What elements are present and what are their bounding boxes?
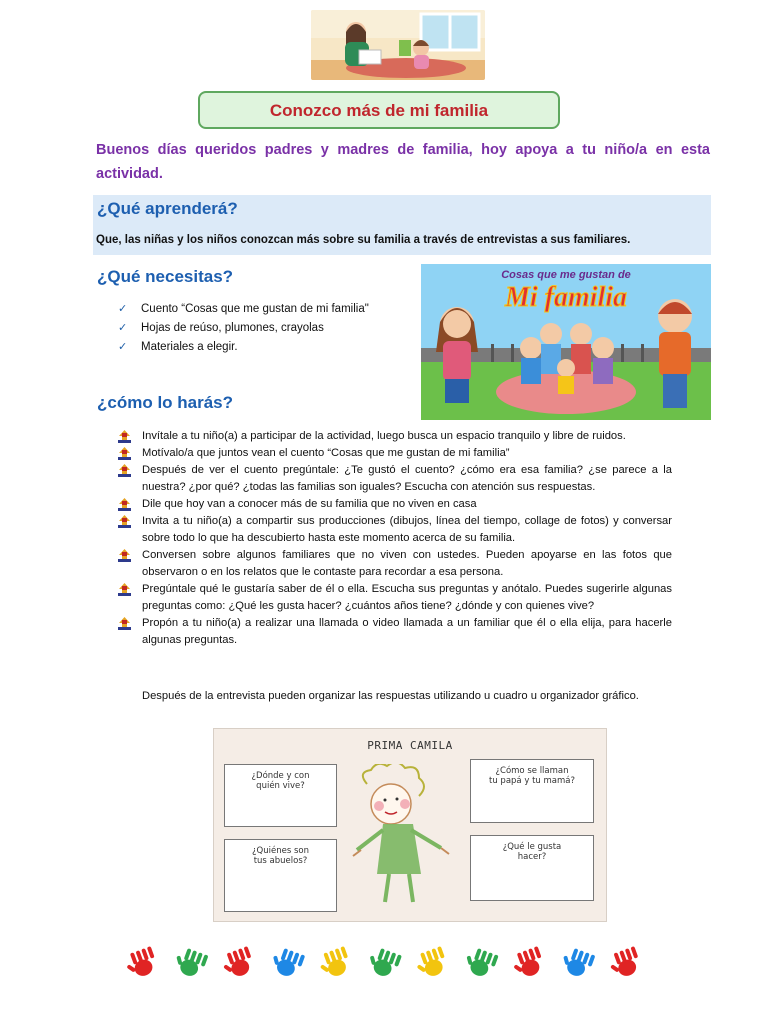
handprint-icon xyxy=(171,945,208,980)
hero-illustration xyxy=(311,10,485,80)
graphic-organizer-image xyxy=(213,728,607,922)
handprint-icon xyxy=(122,946,159,980)
list-item: Conversen sobre algunos familiares que no viven con ustedes. Pueden apoyarse en las fotos que observaron o en los relatos que le contaste para recordar a esa persona. xyxy=(118,547,672,581)
organizer-box-likes: ¿Qué le gusta hacer? xyxy=(470,835,594,901)
handprint-icon xyxy=(509,946,546,980)
list-item: ✓ Hojas de reúso, plumones, crayolas xyxy=(118,319,369,338)
how-heading: ¿cómo lo harás? xyxy=(97,393,234,412)
arrow-bullet-icon xyxy=(118,430,131,443)
organizer-box-where: ¿Dónde y con quién vive? xyxy=(224,764,337,827)
list-item: ✓ Cuento “Cosas que me gustan de mi familia" xyxy=(118,300,369,319)
check-icon: ✓ xyxy=(118,322,128,334)
handprint-icon xyxy=(462,945,499,980)
arrow-bullet-icon xyxy=(118,515,131,528)
learn-heading: ¿Qué aprenderá? xyxy=(97,199,238,218)
handprint-icon xyxy=(558,945,595,980)
arrow-bullet-icon xyxy=(118,549,131,562)
intro-paragraph: Buenos días queridos padres y madres de familia, hoy apoya a tu niño/a en esta actividad. xyxy=(96,142,710,182)
list-item: Motívalo/a que juntos vean el cuento “Cosas que me gustan de mi familia” xyxy=(118,445,672,462)
arrow-bullet-icon xyxy=(118,617,131,630)
arrow-bullet-icon xyxy=(118,464,131,477)
story-cover-image xyxy=(421,264,711,420)
handprint-icon xyxy=(316,946,353,980)
handprint-icon xyxy=(365,945,402,980)
handprint-icon xyxy=(606,946,643,980)
title-box xyxy=(198,91,560,129)
arrow-bullet-icon xyxy=(118,583,131,596)
handprint-icon xyxy=(219,946,256,980)
need-heading: ¿Qué necesitas? xyxy=(97,267,234,286)
child-drawing xyxy=(349,764,469,914)
handprint-icon xyxy=(413,946,450,980)
cover-title-top: Cosas que me gustan de xyxy=(501,269,631,281)
learn-text: Que, las niñas y los niños conozcan más sobre su familia a través de entrevistas a sus familiares. xyxy=(96,234,631,246)
check-icon: ✓ xyxy=(118,341,128,353)
list-item: Invítale a tu niño(a) a participar de la actividad, luego busca un espacio tranquilo y libre de ruidos. xyxy=(118,428,672,445)
steps-list xyxy=(118,428,672,649)
organizer-title: PRIMA CAMILA xyxy=(367,739,453,752)
needs-list xyxy=(118,300,369,357)
list-item: Propón a tu niño(a) a realizar una llamada o video llamada a un familiar que él o ella elija, para hacerle algunas preguntas. xyxy=(118,615,672,649)
list-item: ✓ Materiales a elegir. xyxy=(118,338,369,357)
after-interview-note: Después de la entrevista pueden organizar las respuestas utilizando u cuadro u organizador gráfico. xyxy=(142,690,639,702)
arrow-bullet-icon xyxy=(118,447,131,460)
check-icon: ✓ xyxy=(118,303,128,315)
page-title: Conozco más de mi familia xyxy=(269,101,489,120)
handprint-icon xyxy=(268,945,305,980)
list-item: Dile que hoy van a conocer más de su familia que no viven en casa xyxy=(118,496,672,513)
list-item: Invita a tu niño(a) a compartir sus producciones (dibujos, línea del tiempo, collage de fotos) y conversar sobre todo lo que ha descubierto hasta este momento acerca de su familia. xyxy=(118,513,672,547)
cover-title-main: Mi familia xyxy=(504,282,628,313)
decorative-handprints xyxy=(118,940,650,980)
organizer-box-grandparents: ¿Quiénes son tus abuelos? xyxy=(224,839,337,912)
list-item: Después de ver el cuento pregúntale: ¿Te gustó el cuento? ¿cómo era esa familia? ¿se parece a la nuestra? ¿por qué? ¿todas las familias son iguales? Escucha con atención sus respuestas. xyxy=(118,462,672,496)
list-item: Pregúntale qué le gustaría saber de él o ella. Escucha sus preguntas y anótalo. Puedes sugerirle algunas preguntas como: ¿Qué les gusta hacer? ¿cuántos años tiene? ¿dónde y con quienes vive? xyxy=(118,581,672,615)
organizer-box-parents: ¿Cómo se llaman tu papá y tu mamá? xyxy=(470,759,594,823)
arrow-bullet-icon xyxy=(118,498,131,511)
